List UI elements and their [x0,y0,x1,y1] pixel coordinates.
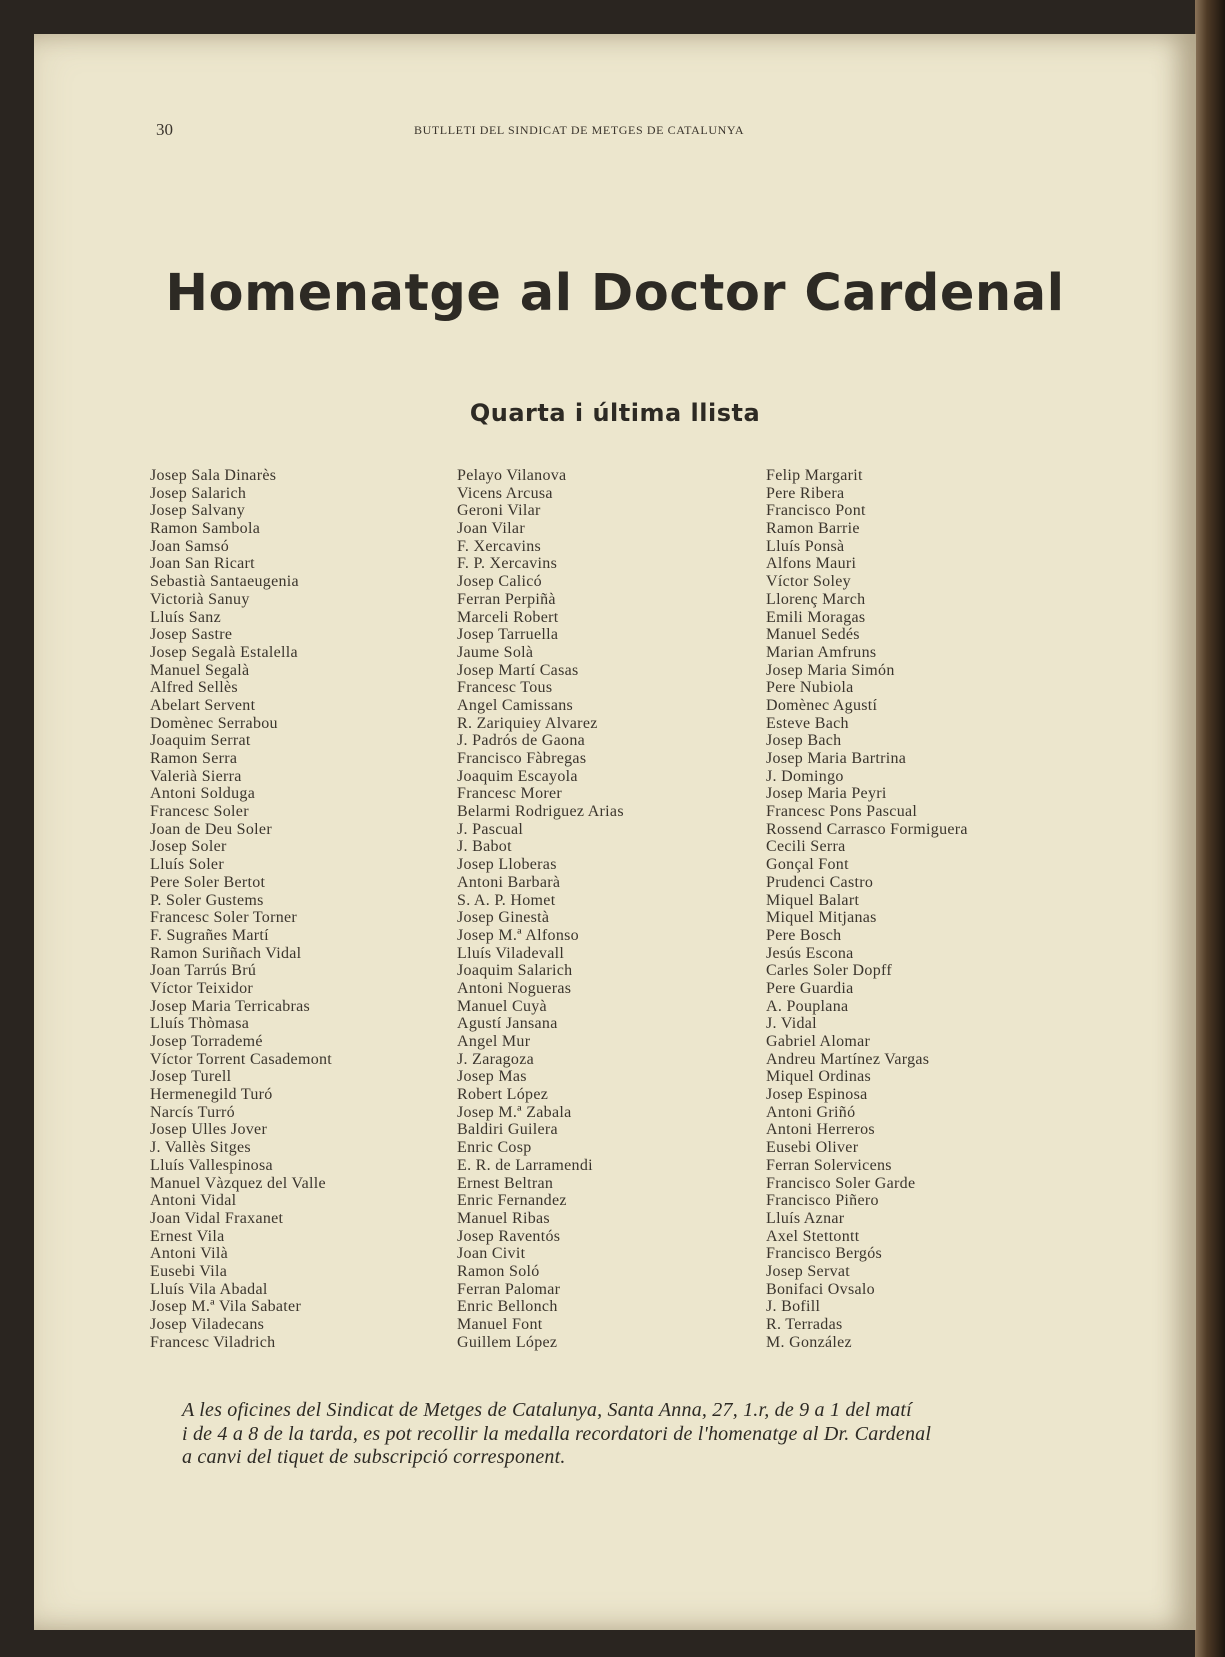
subscriber-name: Manuel Vàzquez del Valle [150,1174,326,1192]
subscriber-name: Enric Bellonch [457,1298,558,1316]
subscriber-name: Josep M.ª Zabala [457,1103,572,1121]
subscriber-name: Lluís Ponsà [766,537,845,555]
subscriber-name: Gabriel Alomar [766,1033,871,1050]
subscriber-name: Alfred Sellès [150,679,238,697]
subscriber-name: J. Padrós de Gaona [457,732,586,750]
subscriber-name: Lluís Vila Abadal [150,1280,268,1298]
subscriber-name: Victorià Sanuy [150,590,250,608]
subscriber-name: Pere Ribera [766,484,845,502]
subscriber-name: Ramon Soló [457,1262,540,1280]
subscriber-name: Lluís Aznar [766,1209,845,1227]
subscriber-name: Josep Salarich [150,484,247,502]
subscriber-name: Manuel Segalà [150,661,250,679]
subscriber-name: Axel Stettontt [766,1227,860,1245]
subscriber-name: Víctor Torrent Casademont [150,1050,333,1068]
subscriber-name: Agustí Jansana [457,1015,558,1033]
subscriber-name: Francisco Bergós [766,1245,883,1263]
subscriber-name: Rossend Carrasco Formiguera [766,820,968,838]
subscriber-name: Joan Tarrús Brú [150,962,257,980]
subscriber-name: J. Bofill [766,1298,821,1316]
subscriber-name: Bonifaci Ovsalo [766,1280,875,1298]
subscriber-name: Lluís Sanz [150,608,221,626]
subscriber-name: Francesc Tous [457,679,553,697]
running-title: BUTLLETI DEL SINDICAT DE METGES DE CATALUNYA [414,123,745,137]
subscriber-name: Josep Martí Casas [457,661,579,679]
subscriber-name: Francisco Fàbregas [457,750,587,767]
subscriber-name: Sebastià Santaeugenia [150,573,299,591]
subscriber-name: Josep Salvany [150,502,246,520]
subscriber-name: Josep Calicó [457,573,542,591]
notice-line: A les oficines del Sindicat de Metges de Catalunya, Santa Anna, 27, 1.r, de 9 a 1 del matí [182,1399,912,1421]
subscriber-name: Domènec Serrabou [150,714,278,732]
subscriber-name: Josep Mas [457,1068,527,1086]
subscriber-name: Antoni Vidal [150,1192,237,1210]
subscriber-name: E. R. de Larramendi [457,1156,593,1174]
subscriber-name: Gonçal Font [766,856,849,874]
subscriber-name: Ernest Beltran [457,1174,554,1192]
subscriber-name: Ferran Solervicens [766,1156,892,1174]
subscriber-name: Lluís Soler [150,856,224,874]
subscriber-name: Antoni Nogueras [457,979,572,997]
subscriber-name: Francisco Pont [766,502,866,520]
subscriber-name: J. Zaragoza [457,1050,535,1068]
subscriber-name: Miquel Ordinas [766,1068,872,1086]
notice-line: a canvi del tiquet de subscripció corresponent. [182,1446,566,1468]
subscriber-name: Antoni Solduga [150,785,256,803]
subscriber-name: Joan Samsó [150,537,229,555]
subscriber-name: Esteve Bach [766,714,849,732]
book-binding-edge [1195,0,1225,1657]
list-subtitle: Quarta i última llista [469,399,761,427]
subscriber-name: R. Zariquiey Alvarez [457,714,598,732]
subscriber-name: Josep Turell [150,1068,232,1086]
names-column-1 [150,467,480,1351]
subscriber-name: P. Soler Gustems [150,891,264,909]
subscriber-name: Miquel Mitjanas [766,909,877,927]
subscriber-name: F. P. Xercavins [457,555,558,573]
subscriber-name: Lluís Viladevall [457,944,565,962]
subscriber-name: Joaquim Salarich [457,962,573,980]
subscriber-name: Marceli Robert [457,608,559,626]
subscriber-name: Josep Raventós [457,1227,561,1245]
subscriber-name: Pelayo Vilanova [457,467,567,484]
subscriber-name: Manuel Font [457,1316,543,1333]
subscriber-name: Josep M.ª Alfonso [457,926,579,944]
subscriber-name: Francesc Viladrich [150,1333,276,1351]
subscriber-name: A. Pouplana [766,997,849,1015]
names-column-3 [766,467,1096,1351]
subscriber-name: Prudenci Castro [766,873,874,891]
subscriber-name: Jesús Escona [766,944,854,962]
subscriber-name: Víctor Teixidor [150,979,254,997]
subscriber-name: Joan Vilar [457,520,525,538]
subscriber-name: Josep Ginestà [457,909,550,927]
subscriber-name: Alfons Mauri [766,555,857,573]
subscriber-name: Francesc Soler Torner [150,909,298,927]
subscriber-name: Josep Maria Terricabras [150,997,311,1015]
subscriber-name: Joan Civit [457,1245,526,1263]
subscriber-name: Francesc Soler [150,803,249,821]
subscriber-name: Joaquim Serrat [150,732,251,750]
subscriber-name: Manuel Ribas [457,1209,550,1227]
document-page [34,34,1196,1630]
subscriber-name: Hermenegild Turó [150,1086,273,1104]
subscriber-name: Ferran Palomar [457,1280,561,1298]
subscriber-name: J. Pascual [457,820,524,838]
subscriber-name: Francesc Pons Pascual [766,803,918,821]
subscriber-name: Josep Espinosa [766,1086,868,1104]
subscriber-name: Manuel Cuyà [457,997,547,1015]
subscriber-name: Ferran Perpiñà [457,590,556,608]
subscriber-name: Joan San Ricart [150,555,255,573]
subscriber-name: J. Vidal [766,1015,817,1033]
subscriber-name: F. Sugrañes Martí [150,926,269,944]
subscriber-name: Josep Viladecans [150,1316,265,1333]
subscriber-name: Josep Servat [766,1262,851,1280]
subscriber-name: Abelart Servent [150,696,256,714]
subscriber-name: Josep Maria Simón [766,661,895,679]
subscriber-name: Josep Soler [150,838,227,856]
subscriber-name: Antoni Vilà [150,1245,229,1263]
subscriber-name: Angel Camissans [457,696,574,714]
subscriber-name: Francesc Morer [457,785,563,803]
subscriber-name: R. Terradas [766,1316,843,1333]
subscriber-name: Narcís Turró [150,1103,235,1121]
subscriber-name: Eusebi Oliver [766,1139,859,1157]
subscriber-name: Vicens Arcusa [457,484,553,502]
names-column-2 [457,467,787,1351]
subscriber-name: Andreu Martínez Vargas [766,1050,930,1068]
page-header [156,120,866,140]
subscriber-name: Enric Fernandez [457,1192,567,1210]
subscriber-name: Josep Sala Dinarès [150,467,277,484]
subscriber-name: Ramon Sambola [150,520,261,538]
subscriber-name: Lluís Vallespinosa [150,1156,273,1174]
subscriber-name: Jaume Solà [457,643,534,661]
subscriber-name: Joan de Deu Soler [150,820,272,838]
subscriber-name: Josep Segalà Estalella [150,643,298,661]
subscriber-name: Pere Bosch [766,926,842,944]
subscriber-name: Josep Lloberas [457,856,557,874]
subscriber-name: Josep Maria Peyri [766,785,887,803]
subscriber-name: J. Domingo [766,767,844,785]
subscriber-name: Carles Soler Dopff [766,962,892,980]
subscriber-name: Ramon Suriñach Vidal [150,944,302,962]
subscriber-name: Llorenç March [766,590,866,608]
subscriber-name: M. González [766,1333,852,1351]
subscriber-name: Pere Guardia [766,979,854,997]
subscriber-name: Francisco Piñero [766,1192,879,1210]
subscriber-name: J. Vallès Sitges [150,1139,251,1157]
subscriber-name: Guillem López [457,1333,558,1351]
medal-collection-notice [182,1399,1062,1470]
subscriber-name: Lluís Thòmasa [150,1015,250,1033]
subscriber-name: Francisco Soler Garde [766,1174,916,1192]
subscriber-name: Ernest Vila [150,1227,225,1245]
subscriber-name: Domènec Agustí [766,696,878,714]
subscriber-name: Manuel Sedés [766,626,860,644]
page-title: Homenatge al Doctor Cardenal [165,264,1065,323]
subscriber-name: Antoni Herreros [766,1121,875,1139]
subscriber-name: Joan Vidal Fraxanet [150,1209,284,1227]
subscriber-name: Geroni Vilar [457,502,541,520]
subscriber-name: Baldiri Guilera [457,1121,558,1139]
subscriber-name: Valerià Sierra [150,767,242,785]
subscriber-name: Josep Bach [766,732,842,750]
subscriber-name: Josep Tarruella [457,626,559,644]
subscriber-name: Ramon Serra [150,750,238,767]
subscriber-name: S. A. P. Homet [457,891,556,909]
subscriber-name: Enric Cosp [457,1139,532,1157]
subscriber-name: Ramon Barrie [766,520,860,538]
subscriber-name: Josep Sastre [150,626,233,644]
subscriber-name: Pere Nubiola [766,679,854,697]
subscriber-name: Joaquim Escayola [457,767,578,785]
subscriber-name: Miquel Balart [766,891,860,909]
subscriber-name: Pere Soler Bertot [150,873,266,891]
subscriber-name: F. Xercavins [457,537,542,555]
subscriber-name: Robert López [457,1086,549,1104]
subscriber-name: Eusebi Vila [150,1262,228,1280]
subscriber-name: Josep Ulles Jover [150,1121,268,1139]
subscriber-name: Felip Margarit [766,467,863,484]
page-number: 30 [156,120,173,139]
subscriber-name: Josep Torrademé [150,1033,263,1050]
subscriber-name: Josep M.ª Vila Sabater [150,1298,302,1316]
subscriber-name: Emili Moragas [766,608,866,626]
subscriber-name: Cecili Serra [766,838,846,856]
subscriber-name: Belarmi Rodriguez Arias [457,803,624,821]
subscriber-name: J. Babot [457,838,512,856]
subscriber-name: Antoni Griñó [766,1103,856,1121]
notice-line: i de 4 a 8 de la tarda, es pot recollir la medalla recordatori de l'homenatge al Dr. Cardenal [182,1422,932,1445]
subscriber-name: Víctor Soley [766,573,851,591]
subscriber-name: Angel Mur [457,1033,531,1050]
subscriber-name: Josep Maria Bartrina [766,750,907,767]
subscriber-name: Marian Amfruns [766,643,877,661]
subscriber-name: Antoni Barbarà [457,873,561,891]
